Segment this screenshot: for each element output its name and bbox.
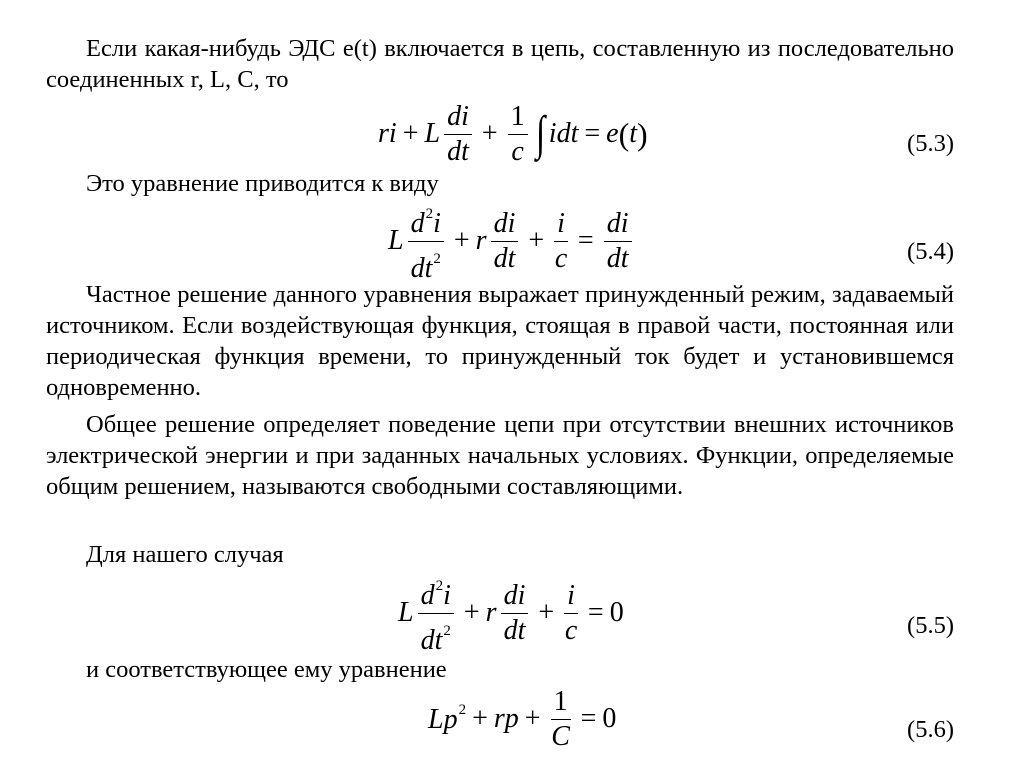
eq-operator: +	[453, 225, 470, 256]
eq-operator: +	[472, 703, 488, 734]
eq-denominator: c	[511, 135, 524, 167]
equation-number: (5.4)	[907, 238, 954, 265]
eq-numerator: 1	[508, 102, 528, 135]
eq-numerator: di	[501, 581, 529, 614]
eq-fraction	[408, 199, 444, 284]
eq-numerator: di	[491, 209, 519, 242]
eq-numerator: i	[564, 581, 578, 614]
eq-term: idt	[548, 118, 579, 149]
eq-operator: +	[463, 597, 480, 628]
eq-term: L	[398, 597, 414, 628]
paragraph-our-case: Для нашего случая	[86, 541, 284, 568]
eq-paren: (	[618, 115, 630, 152]
equation-5-3	[378, 100, 648, 167]
eq-numerator: di	[444, 102, 472, 135]
eq-operator: +	[524, 703, 541, 734]
paragraph-characteristic: и соответствующее ему уравнение	[86, 656, 447, 683]
equation-number: (5.3)	[907, 130, 954, 157]
equation-5-4	[388, 205, 636, 284]
eq-fraction	[444, 102, 472, 167]
eq-operator: =	[580, 703, 597, 734]
equation-5-6	[428, 686, 616, 752]
eq-fraction	[508, 102, 528, 167]
eq-numerator: $d^2i$	[408, 199, 444, 242]
eq-operator: +	[528, 225, 545, 256]
eq-denominator: dt	[493, 242, 516, 274]
eq-operator: +	[402, 118, 419, 149]
eq-operator: =	[577, 225, 594, 256]
eq-fraction	[554, 209, 568, 274]
eq-term: rp	[493, 703, 519, 734]
eq-denominator: dt	[447, 135, 469, 167]
paragraph-intro: Если какая-нибудь ЭДС е(t) включается в цепь, составленную из последовательно соединенных r, L, С, то	[46, 35, 954, 93]
eq-operator: +	[481, 118, 498, 149]
eq-denominator: dt	[503, 614, 526, 646]
eq-denominator: dt	[606, 242, 629, 274]
eq-operator: =	[584, 118, 601, 149]
eq-fraction	[418, 571, 454, 656]
eq-denominator: c	[564, 614, 578, 646]
eq-denominator: $dt^2$	[420, 622, 451, 656]
eq-denominator: C	[551, 720, 570, 752]
eq-term: r	[475, 225, 487, 256]
integral-sign: ∫	[535, 107, 545, 160]
eq-term: e	[606, 118, 619, 149]
eq-term: t	[629, 118, 638, 149]
eq-operator: +	[538, 597, 555, 628]
eq-term: 0	[609, 597, 624, 628]
eq-fraction	[604, 209, 632, 274]
paragraph-general-solution: Общее решение определяет поведение цепи при отсутствии внешних источников электрической энергии и при заданных начальных условиях. Функции, определяемые общим решением, называются свободными составляющими.	[46, 411, 954, 500]
eq-numerator: di	[604, 209, 632, 242]
eq-fraction	[491, 209, 519, 274]
eq-term: ri	[378, 118, 397, 149]
eq-fraction	[564, 581, 578, 646]
eq-paren: )	[637, 115, 648, 152]
eq-term: L	[424, 118, 441, 149]
eq-operator: =	[587, 597, 604, 628]
eq-fraction	[551, 687, 571, 752]
eq-numerator: 1	[551, 687, 571, 720]
eq-numerator: $d^2i$	[418, 571, 454, 614]
eq-term: 0	[602, 703, 617, 734]
eq-term: r	[485, 597, 497, 628]
paragraph-reduce: Это уравнение приводится к виду	[86, 170, 439, 197]
eq-term: L	[388, 225, 404, 256]
paragraph-particular-solution: Частное решение данного уравнения выражает принужденный режим, задаваемый источником. Если воздействующая функция, стоящая в правой части, постоянная или периодическая функция времени, то принужденный ток будет и установившемся одновременно.	[46, 281, 954, 401]
equation-5-5	[398, 577, 624, 656]
eq-numerator: i	[554, 209, 568, 242]
eq-denominator: c	[554, 242, 568, 274]
eq-denominator: $dt^2$	[410, 250, 441, 284]
eq-fraction	[501, 581, 529, 646]
eq-term: Lp$^2$	[428, 702, 467, 735]
equation-number: (5.5)	[907, 612, 954, 639]
equation-number: (5.6)	[907, 716, 954, 743]
